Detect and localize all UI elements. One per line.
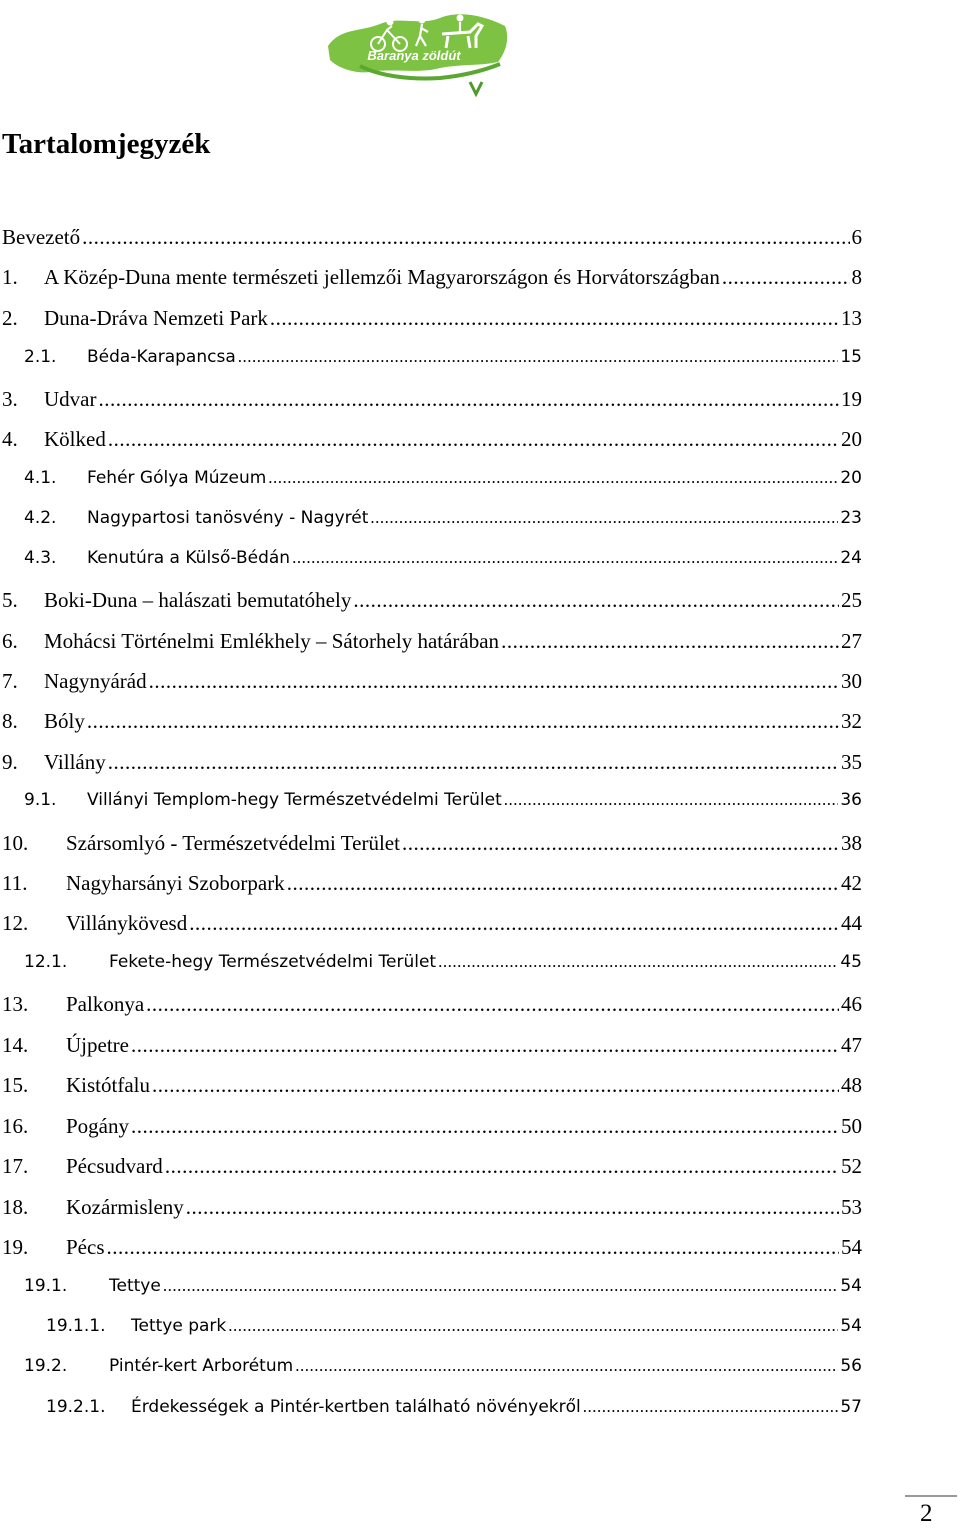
entry-title: Pintér-kert Arborétum — [109, 1356, 294, 1376]
toc-entry[interactable] — [24, 952, 862, 982]
toc-entry[interactable] — [2, 709, 862, 739]
toc-entry[interactable] — [2, 1235, 862, 1265]
toc-entry[interactable] — [2, 629, 862, 659]
entry-number: 19.2.1. — [46, 1397, 106, 1417]
entry-number: 17. — [2, 1154, 29, 1178]
dot-leader — [268, 468, 838, 488]
entry-number: 8. — [2, 709, 18, 733]
entry-number: 4.1. — [24, 468, 57, 488]
dot-leader — [146, 992, 839, 1017]
dot-leader — [107, 1235, 840, 1260]
entry-title: Kistótfalu — [66, 1073, 150, 1097]
entry-page: 24 — [840, 548, 862, 568]
entry-page: 47 — [841, 1033, 862, 1057]
entry-title: Bevezető — [2, 225, 81, 249]
toc-entry[interactable] — [2, 225, 862, 255]
entry-title: Villánykövesd — [66, 911, 188, 935]
toc-entry[interactable] — [2, 1154, 862, 1184]
entry-page: 54 — [840, 1316, 862, 1336]
entry-number: 19. — [2, 1235, 29, 1259]
entry-page: 54 — [840, 1276, 862, 1296]
entry-number: 9.1. — [24, 790, 57, 810]
page-number: 2 — [920, 1500, 933, 1527]
toc-entry[interactable] — [2, 911, 862, 941]
dot-leader — [82, 225, 849, 250]
entry-title: Mohácsi Történelmi Emlékhely – Sátorhely határában — [44, 629, 500, 653]
entry-title: Udvar — [44, 387, 97, 411]
entry-page: 19 — [841, 387, 862, 411]
toc-entry[interactable] — [2, 669, 862, 699]
entry-title: Béda-Karapancsa — [87, 347, 236, 367]
entry-title: Palkonya — [66, 992, 145, 1016]
entry-number: 14. — [2, 1033, 29, 1057]
toc-entry[interactable] — [2, 992, 862, 1022]
entry-page: 6 — [851, 225, 862, 249]
toc-entry[interactable] — [24, 1276, 862, 1306]
entry-title: Kozármisleny — [66, 1195, 184, 1219]
entry-title: Villányi Templom-hegy Természetvédelmi Terület — [87, 790, 502, 810]
entry-number: 10. — [2, 831, 29, 855]
dot-leader — [163, 1276, 839, 1296]
entry-number: 6. — [2, 629, 18, 653]
entry-page: 35 — [841, 750, 862, 774]
entry-number: 4.2. — [24, 508, 57, 528]
toc-entry[interactable] — [2, 427, 862, 457]
toc-entry[interactable] — [2, 306, 862, 336]
entry-title: Pécsudvard — [66, 1154, 163, 1178]
entry-page: 56 — [840, 1356, 862, 1376]
entry-title: Érdekességek a Pintér-kertben található növényekről — [131, 1397, 581, 1417]
entry-title: Fehér Gólya Múzeum — [87, 468, 267, 488]
page-number-rule — [905, 1495, 957, 1497]
entry-title: Nagypartosi tanösvény - Nagyrét — [87, 508, 369, 528]
entry-title: Tettye — [109, 1276, 161, 1296]
dot-leader — [292, 548, 838, 568]
logo-text: Baranya zöldút — [367, 48, 461, 63]
dot-leader — [108, 427, 839, 452]
dot-leader — [238, 347, 839, 367]
dot-leader — [228, 1316, 838, 1336]
dot-leader — [353, 588, 839, 613]
entry-page: 53 — [841, 1195, 862, 1219]
entry-number: 4.3. — [24, 548, 57, 568]
dot-leader — [87, 709, 839, 734]
toc-entry[interactable] — [2, 1114, 862, 1144]
entry-number: 7. — [2, 669, 18, 693]
entry-title: Duna-Dráva Nemzeti Park — [44, 306, 268, 330]
entry-number: 13. — [2, 992, 29, 1016]
dot-leader — [722, 265, 850, 290]
toc-entry[interactable] — [46, 1316, 862, 1346]
entry-title: Kölked — [44, 427, 106, 451]
entry-title: Villány — [44, 750, 106, 774]
dot-leader — [370, 508, 838, 528]
dot-leader — [131, 1114, 839, 1139]
entry-number: 2. — [2, 306, 18, 330]
entry-page: 54 — [841, 1235, 862, 1259]
toc-entry[interactable] — [24, 1356, 862, 1386]
entry-title: Kenutúra a Külső-Bédán — [87, 548, 291, 568]
dot-leader — [149, 669, 839, 694]
toc-entry[interactable] — [24, 548, 862, 578]
toc-entry[interactable] — [2, 831, 862, 861]
entry-number: 2.1. — [24, 347, 57, 367]
page-title: Tartalomjegyzék — [2, 128, 211, 160]
dot-leader — [501, 629, 839, 654]
dot-leader — [98, 387, 839, 412]
entry-page: 38 — [841, 831, 862, 855]
dot-leader — [504, 790, 839, 810]
dot-leader — [270, 306, 839, 331]
entry-page: 44 — [841, 911, 862, 935]
dot-leader — [287, 871, 839, 896]
dot-leader — [108, 750, 839, 775]
entry-number: 19.1. — [24, 1276, 68, 1296]
entry-page: 50 — [841, 1114, 862, 1138]
entry-number: 1. — [2, 265, 18, 289]
entry-page: 48 — [841, 1073, 862, 1097]
toc-entry[interactable] — [2, 1033, 862, 1063]
entry-title: Nagyharsányi Szoborpark — [66, 871, 285, 895]
entry-number: 19.2. — [24, 1356, 68, 1376]
entry-page: 15 — [840, 347, 862, 367]
entry-title: Pogány — [66, 1114, 129, 1138]
entry-page: 20 — [841, 427, 862, 451]
toc-entry[interactable] — [2, 1195, 862, 1225]
entry-title: Tettye park — [131, 1316, 227, 1336]
toc-entry[interactable] — [24, 347, 862, 377]
entry-page: 23 — [840, 508, 862, 528]
dot-leader — [152, 1073, 839, 1098]
dot-leader — [131, 1033, 839, 1058]
entry-page: 42 — [841, 871, 862, 895]
entry-title: Újpetre — [66, 1033, 129, 1057]
dot-leader — [295, 1356, 838, 1376]
entry-page: 25 — [841, 588, 862, 612]
entry-number: 9. — [2, 750, 18, 774]
entry-page: 13 — [841, 306, 862, 330]
entry-page: 8 — [851, 265, 862, 289]
entry-number: 11. — [2, 871, 28, 895]
entry-title: Bóly — [44, 709, 85, 733]
dot-leader — [583, 1397, 839, 1417]
toc-entry[interactable] — [24, 790, 862, 820]
dot-leader — [186, 1195, 839, 1220]
toc-entry[interactable] — [24, 508, 862, 538]
toc-entry[interactable] — [24, 468, 862, 498]
entry-number: 18. — [2, 1195, 29, 1219]
toc-entry[interactable] — [2, 387, 862, 417]
entry-title: Nagynyárád — [44, 669, 147, 693]
entry-title: A Közép-Duna mente természeti jellemzői Magyarországon és Horvátországban — [44, 265, 720, 289]
dot-leader — [402, 831, 839, 856]
entry-number: 16. — [2, 1114, 29, 1138]
entry-page: 57 — [840, 1397, 862, 1417]
entry-title: Boki-Duna – halászati bemutatóhely — [44, 588, 352, 612]
entry-title: Pécs — [66, 1235, 105, 1259]
entry-title: Fekete-hegy Természetvédelmi Terület — [109, 952, 437, 972]
entry-number: 5. — [2, 588, 18, 612]
entry-number: 12. — [2, 911, 29, 935]
entry-page: 52 — [841, 1154, 862, 1178]
entry-number: 3. — [2, 387, 18, 411]
entry-page: 46 — [841, 992, 862, 1016]
entry-page: 45 — [840, 952, 862, 972]
entry-page: 32 — [841, 709, 862, 733]
entry-number: 4. — [2, 427, 18, 451]
dot-leader — [189, 911, 839, 936]
entry-number: 15. — [2, 1073, 29, 1097]
entry-page: 36 — [840, 790, 862, 810]
entry-number: 12.1. — [24, 952, 68, 972]
entry-page: 30 — [841, 669, 862, 693]
toc-entry[interactable] — [2, 588, 862, 618]
toc-entry[interactable] — [2, 871, 862, 901]
entry-page: 27 — [841, 629, 862, 653]
entry-title: Szársomlyó - Természetvédelmi Terület — [66, 831, 400, 855]
dot-leader — [438, 952, 838, 972]
toc-entry[interactable] — [2, 750, 862, 780]
toc-entry[interactable] — [46, 1397, 862, 1427]
dot-leader — [165, 1154, 839, 1179]
toc-entry[interactable] — [2, 1073, 862, 1103]
entry-page: 20 — [840, 468, 862, 488]
entry-number: 19.1.1. — [46, 1316, 106, 1336]
toc-entry[interactable] — [2, 265, 862, 295]
